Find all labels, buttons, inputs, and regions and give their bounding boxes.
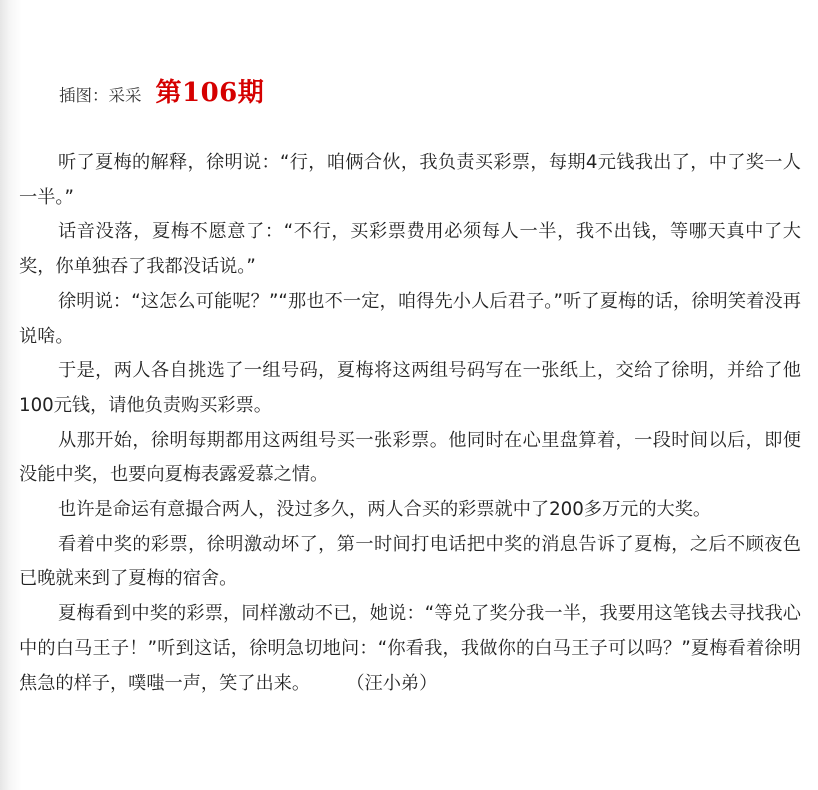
story-paragraph: 看着中奖的彩票，徐明激动坏了，第一时间打电话把中奖的消息告诉了夏梅，之后不顾夜色已晚就来到了夏梅的宿舍。 (19, 533, 801, 590)
story-paragraph: 从那开始，徐明每期都用这两组号买一张彩票。他同时在心里盘算着，一段时间以后，即便没能中奖，也要向夏梅表露爱慕之情。 (19, 429, 801, 486)
article-header (59, 72, 264, 109)
story-paragraph: 话音没落，夏梅不愿意了：“不行，买彩票费用必须每人一半，我不出钱，等哪天真中了大奖，你单独吞了我都没话说。” (19, 221, 801, 278)
story-body (19, 146, 801, 701)
story-paragraph: 徐明说：“这怎么可能呢？”“那也不一定，咱得先小人后君子。”听了夏梅的话，徐明笑着没再说啥。 (19, 290, 801, 347)
illustration-credit: 插图：采采 (59, 86, 142, 105)
story-paragraph: 也许是命运有意撮合两人，没过多久，两人合买的彩票就中了200多万元的大奖。 (58, 499, 712, 521)
story-paragraph: 夏梅看到中奖的彩票，同样激动不已，她说：“等兑了奖分我一半，我要用这笔钱去寻找我心中的白马王子！”听到这话，徐明急切地问：“你看我，我做你的白马王子可以吗？”夏梅看着徐明焦急的样子，噗嗤一声，笑了出来。 （汪小弟） (19, 603, 801, 694)
story-paragraph: 于是，两人各自挑选了一组号码，夏梅将这两组号码写在一张纸上，交给了徐明，并给了他100元钱，请他负责购买彩票。 (19, 360, 801, 416)
story-paragraph: 听了夏梅的解释，徐明说：“行，咱俩合伙，我负责买彩票，每期4元钱我出了，中了奖一人一半。” (19, 152, 801, 208)
issue-number: 第106期 (155, 78, 265, 108)
